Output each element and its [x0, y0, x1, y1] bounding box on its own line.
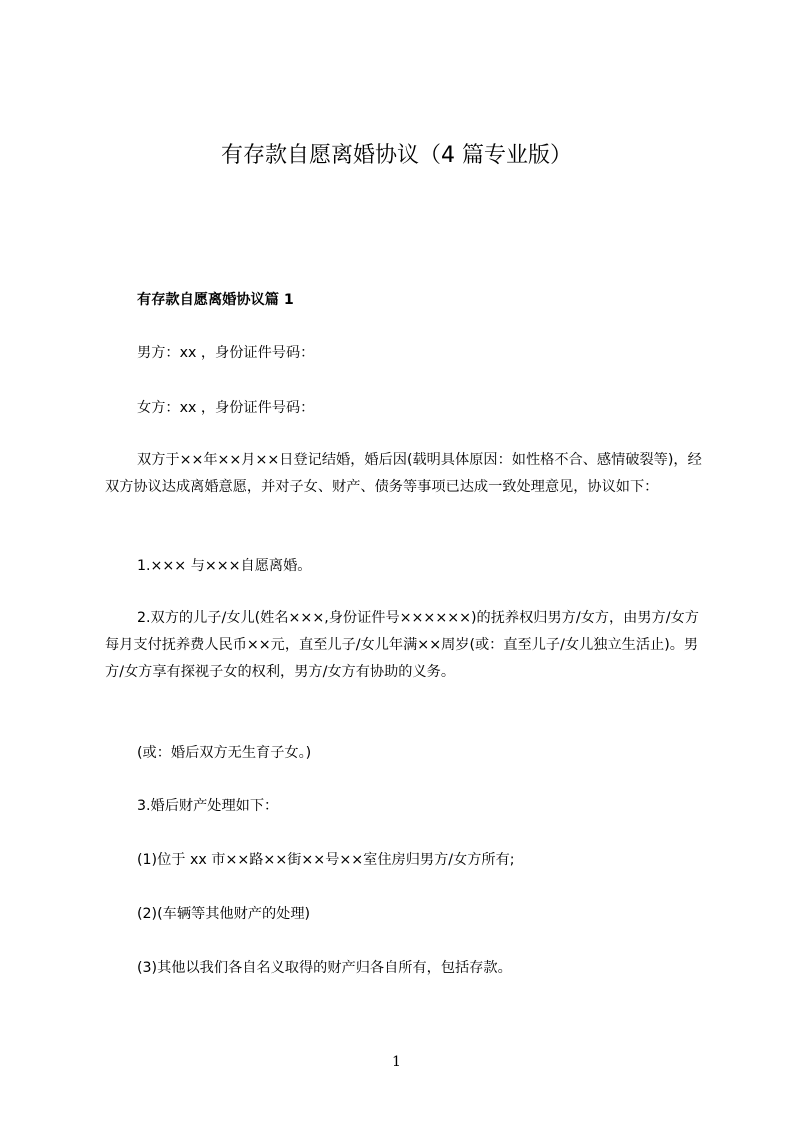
page-number: 1: [392, 1054, 401, 1070]
paragraph-property-2: (2)(车辆等其他财产的处理): [137, 906, 311, 922]
paragraph-intro: 双方于××年××月××日登记结婚，婚后因(载明具体原因：如性格不合、感情破裂等)，经双方协议达成离婚意愿，并对子女、财产、债务等事项已达成一致处理意见，协议如下：: [105, 452, 702, 495]
paragraph-property-1: (1)位于 xx 市××路××街××号××室住房归男方/女方所有;: [137, 852, 515, 868]
paragraph-property-3: (3)其他以我们各自名义取得的财产归各自所有，包括存款。: [137, 960, 512, 976]
paragraph-female-party: 女方：xx ，身份证件号码：: [137, 400, 315, 416]
section-heading: 有存款自愿离婚协议篇 1: [137, 292, 294, 308]
paragraph-clause-2: 2.双方的儿子/女儿(姓名×××,身份证件号××××××)的抚养权归男方/女方，由男方/女方每月支付抚养费人民币××元，直至儿子/女儿年满××周岁(或：直至儿子/女儿独立生活止)。男方/女方享有探视子女的权利，男方/女方有协助的义务。: [105, 610, 699, 680]
paragraph-clause-1: 1.××× 与×××自愿离婚。: [137, 558, 312, 574]
paragraph-no-children: (或：婚后双方无生育子女。): [137, 745, 312, 761]
paragraph-clause-3: 3.婚后财产处理如下：: [137, 798, 279, 814]
document-title: 有存款自愿离婚协议（4 篇专业版）: [221, 143, 572, 168]
paragraph-male-party: 男方：xx ，身份证件号码：: [137, 345, 315, 361]
